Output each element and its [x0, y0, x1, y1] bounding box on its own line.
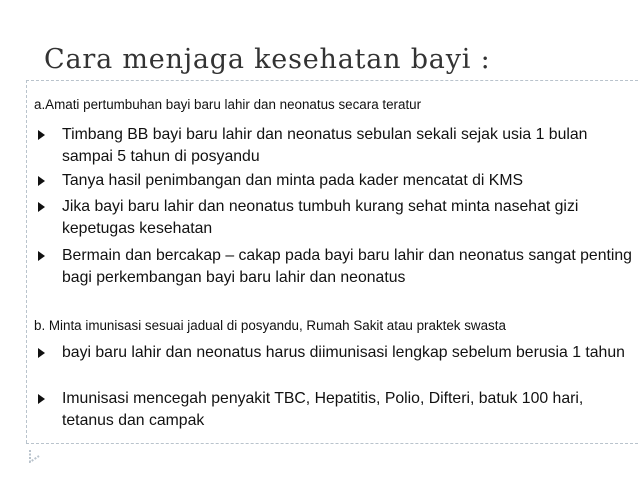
list-item: [62, 196, 632, 240]
list-item: [62, 342, 632, 364]
section-a-heading: a.Amati pertumbuhan bayi baru lahir dan neonatus secara teratur: [34, 97, 422, 112]
left-border: [26, 80, 27, 443]
triangle-right-icon: [38, 394, 45, 404]
list-item: [62, 388, 632, 432]
page-title: Cara menjaga kesehatan bayi :: [44, 44, 491, 75]
title-divider: [26, 80, 638, 81]
list-item: [62, 245, 632, 289]
list-item: [62, 124, 632, 168]
list-item-text: Bermain dan bercakap – cakap pada bayi baru lahir dan neonatus sangat penting bagi perkembangan bayi baru lahir dan neonatus: [62, 247, 632, 286]
triangle-right-icon: [38, 251, 45, 261]
bottom-divider: [26, 443, 638, 444]
list-item-text: Timbang BB bayi baru lahir dan neonatus sebulan sekali sejak usia 1 bulan sampai 5 tahun di posyandu: [62, 126, 588, 165]
list-item: [62, 170, 632, 192]
list-item-text: bayi baru lahir dan neonatus harus diimunisasi lengkap sebelum berusia 1 tahun: [62, 344, 625, 361]
section-b-heading: b. Minta imunisasi sesuai jadual di posyandu, Rumah Sakit atau praktek swasta: [34, 318, 506, 333]
list-item-text: Tanya hasil penimbangan dan minta pada kader mencatat di KMS: [62, 172, 524, 189]
triangle-right-icon: [38, 202, 45, 212]
triangle-right-icon: [38, 176, 45, 186]
corner-chevron-icon: [27, 449, 41, 463]
triangle-right-icon: [38, 130, 45, 140]
list-item-text: Imunisasi mencegah penyakit TBC, Hepatitis, Polio, Difteri, batuk 100 hari, tetanus dan campak: [62, 390, 584, 429]
triangle-right-icon: [38, 348, 45, 358]
list-item-text: Jika bayi baru lahir dan neonatus tumbuh kurang sehat minta nasehat gizi kepetugas kesehatan: [62, 198, 579, 237]
